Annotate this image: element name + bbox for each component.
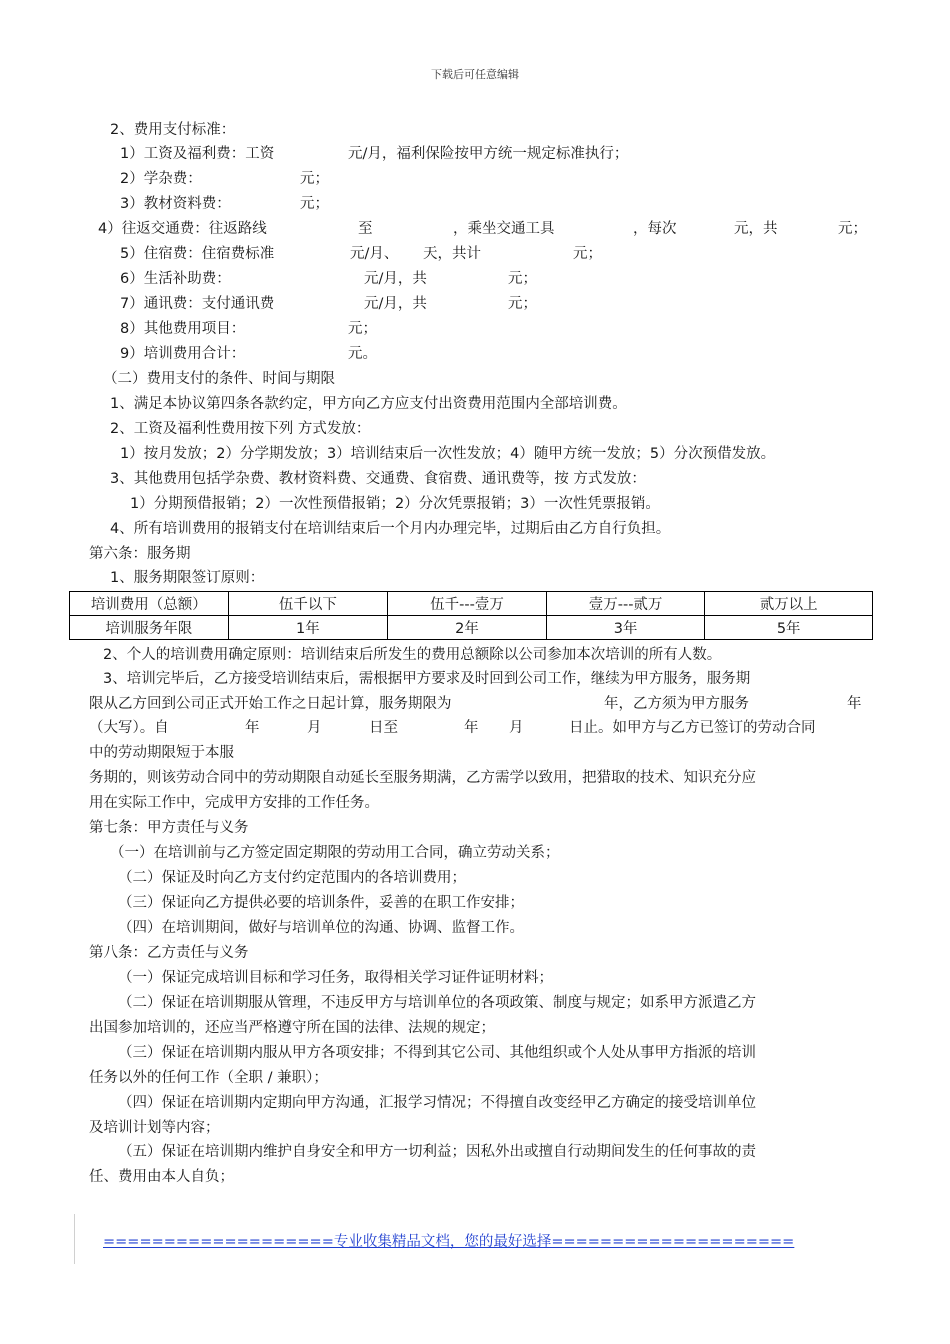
article-6-p3-line3-e: 年	[464, 720, 479, 736]
pay-item-8-unit: 元；	[348, 321, 377, 337]
article-7-item-1: （一）在培训前与乙方签定固定期限的劳动用工合同，确立劳动关系；	[110, 845, 560, 861]
pay-item-4-unit: 元；	[838, 221, 867, 237]
table-row	[70, 592, 873, 616]
pay-item-5-rate: 元/月、	[350, 246, 399, 262]
article-8-item-2-line2: 出国参加培训的，还应当严格遵守所在国的法律、法规的规定；	[89, 1020, 495, 1036]
article-6-p3-line3-b: 年	[245, 720, 260, 736]
pay-item-6-rate: 元/月，共	[364, 271, 427, 287]
pay-item-4-total: 元，共	[734, 221, 778, 237]
article-8-item-5-line2: 任、费用由本人自负；	[89, 1169, 234, 1185]
article-8-item-3-line2: 任务以外的任何工作（全职 / 兼职）；	[89, 1070, 328, 1086]
article-6-p3-line4: 中的劳动期限短于本服	[89, 745, 234, 761]
article-6-p3-line3-d: 日至	[369, 720, 398, 736]
pay-item-6-label: 6）生活补助费：	[120, 271, 231, 287]
table-cell: 培训服务年限	[70, 616, 229, 640]
pay-item-2-unit: 元；	[300, 171, 329, 187]
pay-item-9-unit: 元。	[348, 346, 377, 362]
article-7-title: 第七条：甲方责任与义务	[89, 820, 249, 836]
article-6-p3-line2-a: 限从乙方回到公司正式开始工作之日起计算，服务期限为	[89, 696, 452, 712]
table-cell: 1年	[228, 616, 388, 640]
article-8-item-2-line1: （二）保证在培训期服从管理，不违反甲方与培训单位的各项政策、制度与规定；如系甲方派遣乙方	[118, 995, 756, 1011]
table-cell: 培训费用（总额）	[70, 592, 229, 616]
article-6-p3-line1: 3、培训完毕后，乙方接受培训结束后，需根据甲方要求及时回到公司工作，继续为甲方服务，服务期	[103, 671, 751, 687]
footer-divider	[74, 1214, 75, 1264]
article-6-p3-line3-a: （大写）。自	[89, 720, 169, 736]
article-6-p3-line3-f: 月	[509, 720, 524, 736]
pay-item-5-label: 5）住宿费：住宿费标准	[120, 246, 275, 262]
article-6-p3-line3-c: 月	[307, 720, 322, 736]
article-6-p3-line2-b: 年，乙方须为甲方服务	[604, 696, 749, 712]
article-6-p2: 2、个人的培训费用确定原则：培训结束后所发生的费用总额除以公司参加本次培训的所有人数。	[103, 647, 722, 663]
article-6-p3-line6: 用在实际工作中，完成甲方安排的工作任务。	[89, 795, 379, 811]
article-8-item-5-line1: （五）保证在培训期内维护自身安全和甲方一切利益；因私外出或擅自行动期间发生的任何事故的责	[118, 1144, 756, 1160]
pay-item-4-label: 4）往返交通费：往返路线	[98, 221, 267, 237]
pay-conditions-p4: 4、所有培训费用的报销支付在培训结束后一个月内办理完毕，过期后由乙方自行负担。	[110, 521, 671, 537]
pay-conditions-p1: 1、满足本协议第四条各款约定，甲方向乙方应支付出资费用范围内全部培训费。	[110, 396, 627, 412]
article-8-item-4-line2: 及培训计划等内容；	[89, 1120, 220, 1136]
pay-item-7-label: 7）通讯费：支付通讯费	[120, 296, 275, 312]
service-term-table	[69, 591, 873, 640]
pay-item-5-days: 天，共计	[423, 246, 481, 262]
pay-conditions-p3: 3、其他费用包括学杂费、教材资料费、交通费、食宿费、通讯费等，按 方式发放：	[110, 471, 646, 487]
pay-item-4-to: 至	[358, 221, 373, 237]
pay-item-6-unit: 元；	[508, 271, 537, 287]
article-6-p3-line2-c: 年	[847, 696, 862, 712]
article-8-item-4-line1: （四）保证在培训期内定期向甲方沟通，汇报学习情况；不得擅自改变经甲乙方确定的接受培训单位	[118, 1095, 756, 1111]
article-8-item-1: （一）保证完成培训目标和学习任务，取得相关学习证件证明材料；	[118, 970, 553, 986]
pay-item-5-unit: 元；	[573, 246, 602, 262]
table-row	[70, 616, 873, 640]
article-6-p3-line5: 务期的，则该劳动合同中的劳动期限自动延长至服务期满，乙方需学以致用，把猎取的技术、知识充分应	[89, 770, 756, 786]
pay-item-2-label: 2）学杂费：	[120, 171, 202, 187]
article-7-item-2: （二）保证及时向乙方支付约定范围内的各培训费用；	[118, 870, 466, 886]
pay-conditions-p3-options: 1）分期预借报销；2）一次性预借报销；2）分次凭票报销；3）一次性凭票报销。	[130, 496, 660, 512]
pay-conditions-p2-options: 1）按月发放；2）分学期发放；3）培训结束后一次性发放；4）随甲方统一发放；5）分次预借发放。	[120, 446, 776, 462]
pay-item-8-label: 8）其他费用项目：	[120, 321, 246, 337]
pay-standard-title: 2、费用支付标准：	[110, 122, 236, 138]
article-8-item-3-line1: （三）保证在培训期内服从甲方各项安排；不得到其它公司、其他组织或个人处从事甲方指派的培训	[118, 1045, 756, 1061]
table-cell: 伍千以下	[228, 592, 388, 616]
article-7-item-3: （三）保证向乙方提供必要的培训条件，妥善的在职工作安排；	[118, 895, 524, 911]
table-cell: 2年	[388, 616, 547, 640]
pay-conditions-title: （二）费用支付的条件、时间与期限	[103, 371, 335, 387]
pay-item-3-label: 3）教材资料费：	[120, 196, 231, 212]
page-header: 下载后可任意编辑	[431, 68, 519, 81]
article-6-p3-line3-g: 日止。如甲方与乙方已签订的劳动合同	[569, 720, 816, 736]
pay-item-1-label: 1）工资及福利费：工资	[120, 146, 275, 162]
table-cell: 5年	[705, 616, 873, 640]
pay-item-3-unit: 元；	[300, 196, 329, 212]
pay-item-9-label: 9）培训费用合计：	[120, 346, 246, 362]
article-6-p1: 1、服务期限签订原则：	[110, 570, 265, 586]
pay-item-4-vehicle: ，乘坐交通工具	[453, 221, 555, 237]
article-6-title: 第六条：服务期	[89, 546, 191, 562]
footer-link[interactable]: ===================专业收集精品文档，您的最好选择====================	[103, 1234, 795, 1250]
pay-item-7-unit: 元；	[508, 296, 537, 312]
table-cell: 伍千---壹万	[388, 592, 547, 616]
table-cell: 壹万---贰万	[546, 592, 705, 616]
article-8-title: 第八条：乙方责任与义务	[89, 945, 249, 961]
table-cell: 3年	[546, 616, 705, 640]
article-7-item-4: （四）在培训期间，做好与培训单位的沟通、协调、监督工作。	[118, 920, 524, 936]
pay-conditions-p2: 2、工资及福利性费用按下列 方式发放：	[110, 421, 371, 437]
pay-item-1-text: 元/月，福利保险按甲方统一规定标准执行；	[348, 146, 629, 162]
pay-item-4-each: ，每次	[633, 221, 677, 237]
pay-item-7-rate: 元/月，共	[364, 296, 427, 312]
table-cell: 贰万以上	[705, 592, 873, 616]
